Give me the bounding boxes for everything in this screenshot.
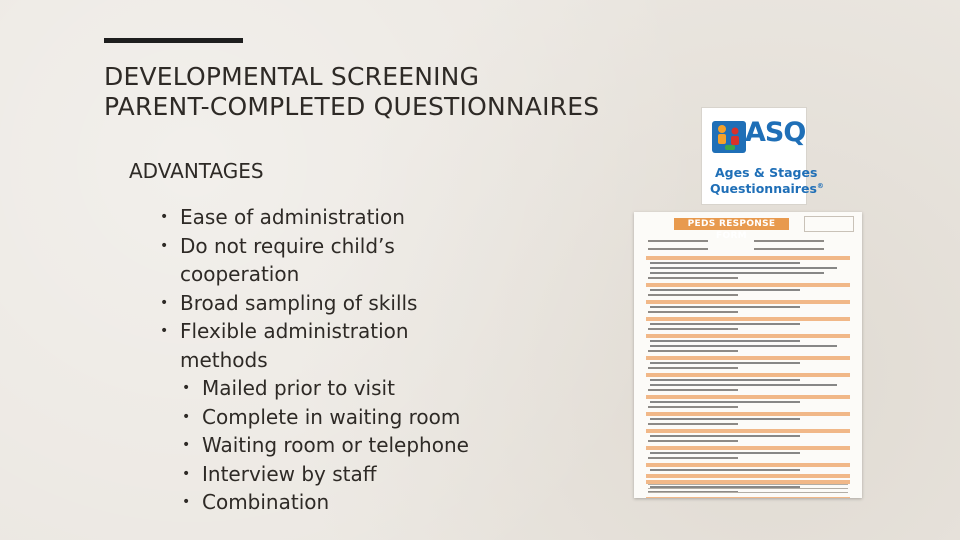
form-line — [650, 306, 800, 308]
asq-logo — [702, 108, 824, 204]
list-subitem — [182, 374, 469, 403]
form-line — [648, 240, 708, 242]
bullet-icon: • — [182, 494, 191, 510]
form-line — [648, 294, 738, 296]
list-item-text: Broad sampling of skills — [180, 290, 418, 315]
asq-wordmark: ASQ — [745, 117, 806, 148]
list-subitem — [182, 431, 469, 460]
form-line — [648, 440, 738, 442]
form-line — [648, 457, 738, 459]
form-line — [646, 412, 850, 416]
form-line — [648, 406, 738, 408]
form-line — [646, 463, 850, 467]
bullet-icon: • — [182, 465, 191, 482]
list-item-text: Do not require child’s cooperation — [180, 233, 395, 286]
list-item-text: Flexible administration methods — [180, 319, 409, 372]
slide-title — [104, 62, 599, 122]
form-line — [650, 469, 800, 471]
list-item-text: Waiting room or telephone — [202, 433, 469, 457]
slide-title-line-1: DEVELOPMENTAL SCREENING — [104, 62, 480, 91]
form-line — [650, 267, 837, 269]
list-item — [160, 289, 469, 318]
form-line — [648, 350, 738, 352]
form-line — [650, 362, 800, 364]
list-item-text: Complete in waiting room — [202, 404, 461, 429]
form-line — [650, 289, 800, 291]
asq-figures-icon — [711, 117, 747, 157]
asq-tagline-1: Ages & Stages — [715, 165, 818, 180]
form-line — [646, 334, 850, 338]
form-line — [646, 300, 850, 304]
form-line — [650, 345, 837, 347]
form-line — [646, 373, 850, 377]
bullet-icon: • — [182, 437, 191, 453]
list-item-text: Combination — [202, 490, 330, 514]
form-line — [648, 492, 848, 493]
form-line — [648, 311, 738, 313]
form-line — [648, 367, 738, 369]
peds-form-header: PEDS RESPONSE FORM — [674, 218, 789, 230]
form-line — [754, 240, 824, 242]
form-line — [650, 452, 800, 454]
list-item — [160, 232, 469, 289]
list-item-text: Ease of administration — [180, 205, 405, 229]
form-line — [648, 423, 738, 425]
list-subitem — [182, 488, 469, 517]
form-line — [646, 474, 850, 478]
form-line — [648, 277, 738, 279]
list-item-text: Mailed prior to visit — [202, 376, 395, 400]
bullet-icon: • — [182, 408, 191, 425]
advantages-heading: ADVANTAGES — [129, 159, 264, 183]
asq-tagline-2-text: Questionnaires — [710, 181, 817, 196]
form-line — [646, 395, 850, 399]
form-line — [648, 484, 848, 485]
form-line — [650, 323, 800, 325]
bullet-icon: • — [182, 380, 191, 396]
form-line — [646, 356, 850, 360]
form-line — [646, 256, 850, 260]
form-line — [650, 435, 800, 437]
asq-tagline-2 — [710, 181, 824, 196]
title-accent-bar — [104, 38, 243, 43]
peds-response-form-image — [634, 212, 862, 498]
form-line — [648, 389, 738, 391]
form-line — [650, 384, 837, 386]
list-subitem — [182, 460, 469, 489]
form-line — [650, 418, 800, 420]
form-line — [650, 401, 800, 403]
registered-mark: ® — [816, 181, 824, 190]
list-item — [160, 203, 469, 232]
bullet-icon: • — [160, 323, 169, 339]
asq-logo-panel — [705, 111, 824, 201]
form-line — [648, 328, 738, 330]
form-line — [650, 340, 800, 342]
form-line — [646, 497, 850, 498]
advantages-list — [160, 203, 469, 517]
slide-title-line-2: PARENT-COMPLETED QUESTIONNAIRES — [104, 92, 600, 121]
form-line — [650, 272, 824, 274]
form-line — [754, 248, 824, 250]
form-line — [646, 446, 850, 450]
form-line — [648, 248, 708, 250]
bullet-icon: • — [160, 294, 169, 311]
peds-form-stamp — [804, 216, 854, 232]
bullet-icon: • — [160, 237, 169, 254]
form-line — [646, 283, 850, 287]
list-item — [160, 317, 469, 374]
bullet-icon: • — [160, 209, 169, 225]
form-line — [648, 488, 848, 489]
form-line — [650, 379, 800, 381]
form-line — [650, 262, 800, 264]
form-line — [646, 429, 850, 433]
form-line — [646, 317, 850, 321]
list-subitem — [182, 403, 469, 432]
list-item-text: Interview by staff — [202, 461, 377, 486]
